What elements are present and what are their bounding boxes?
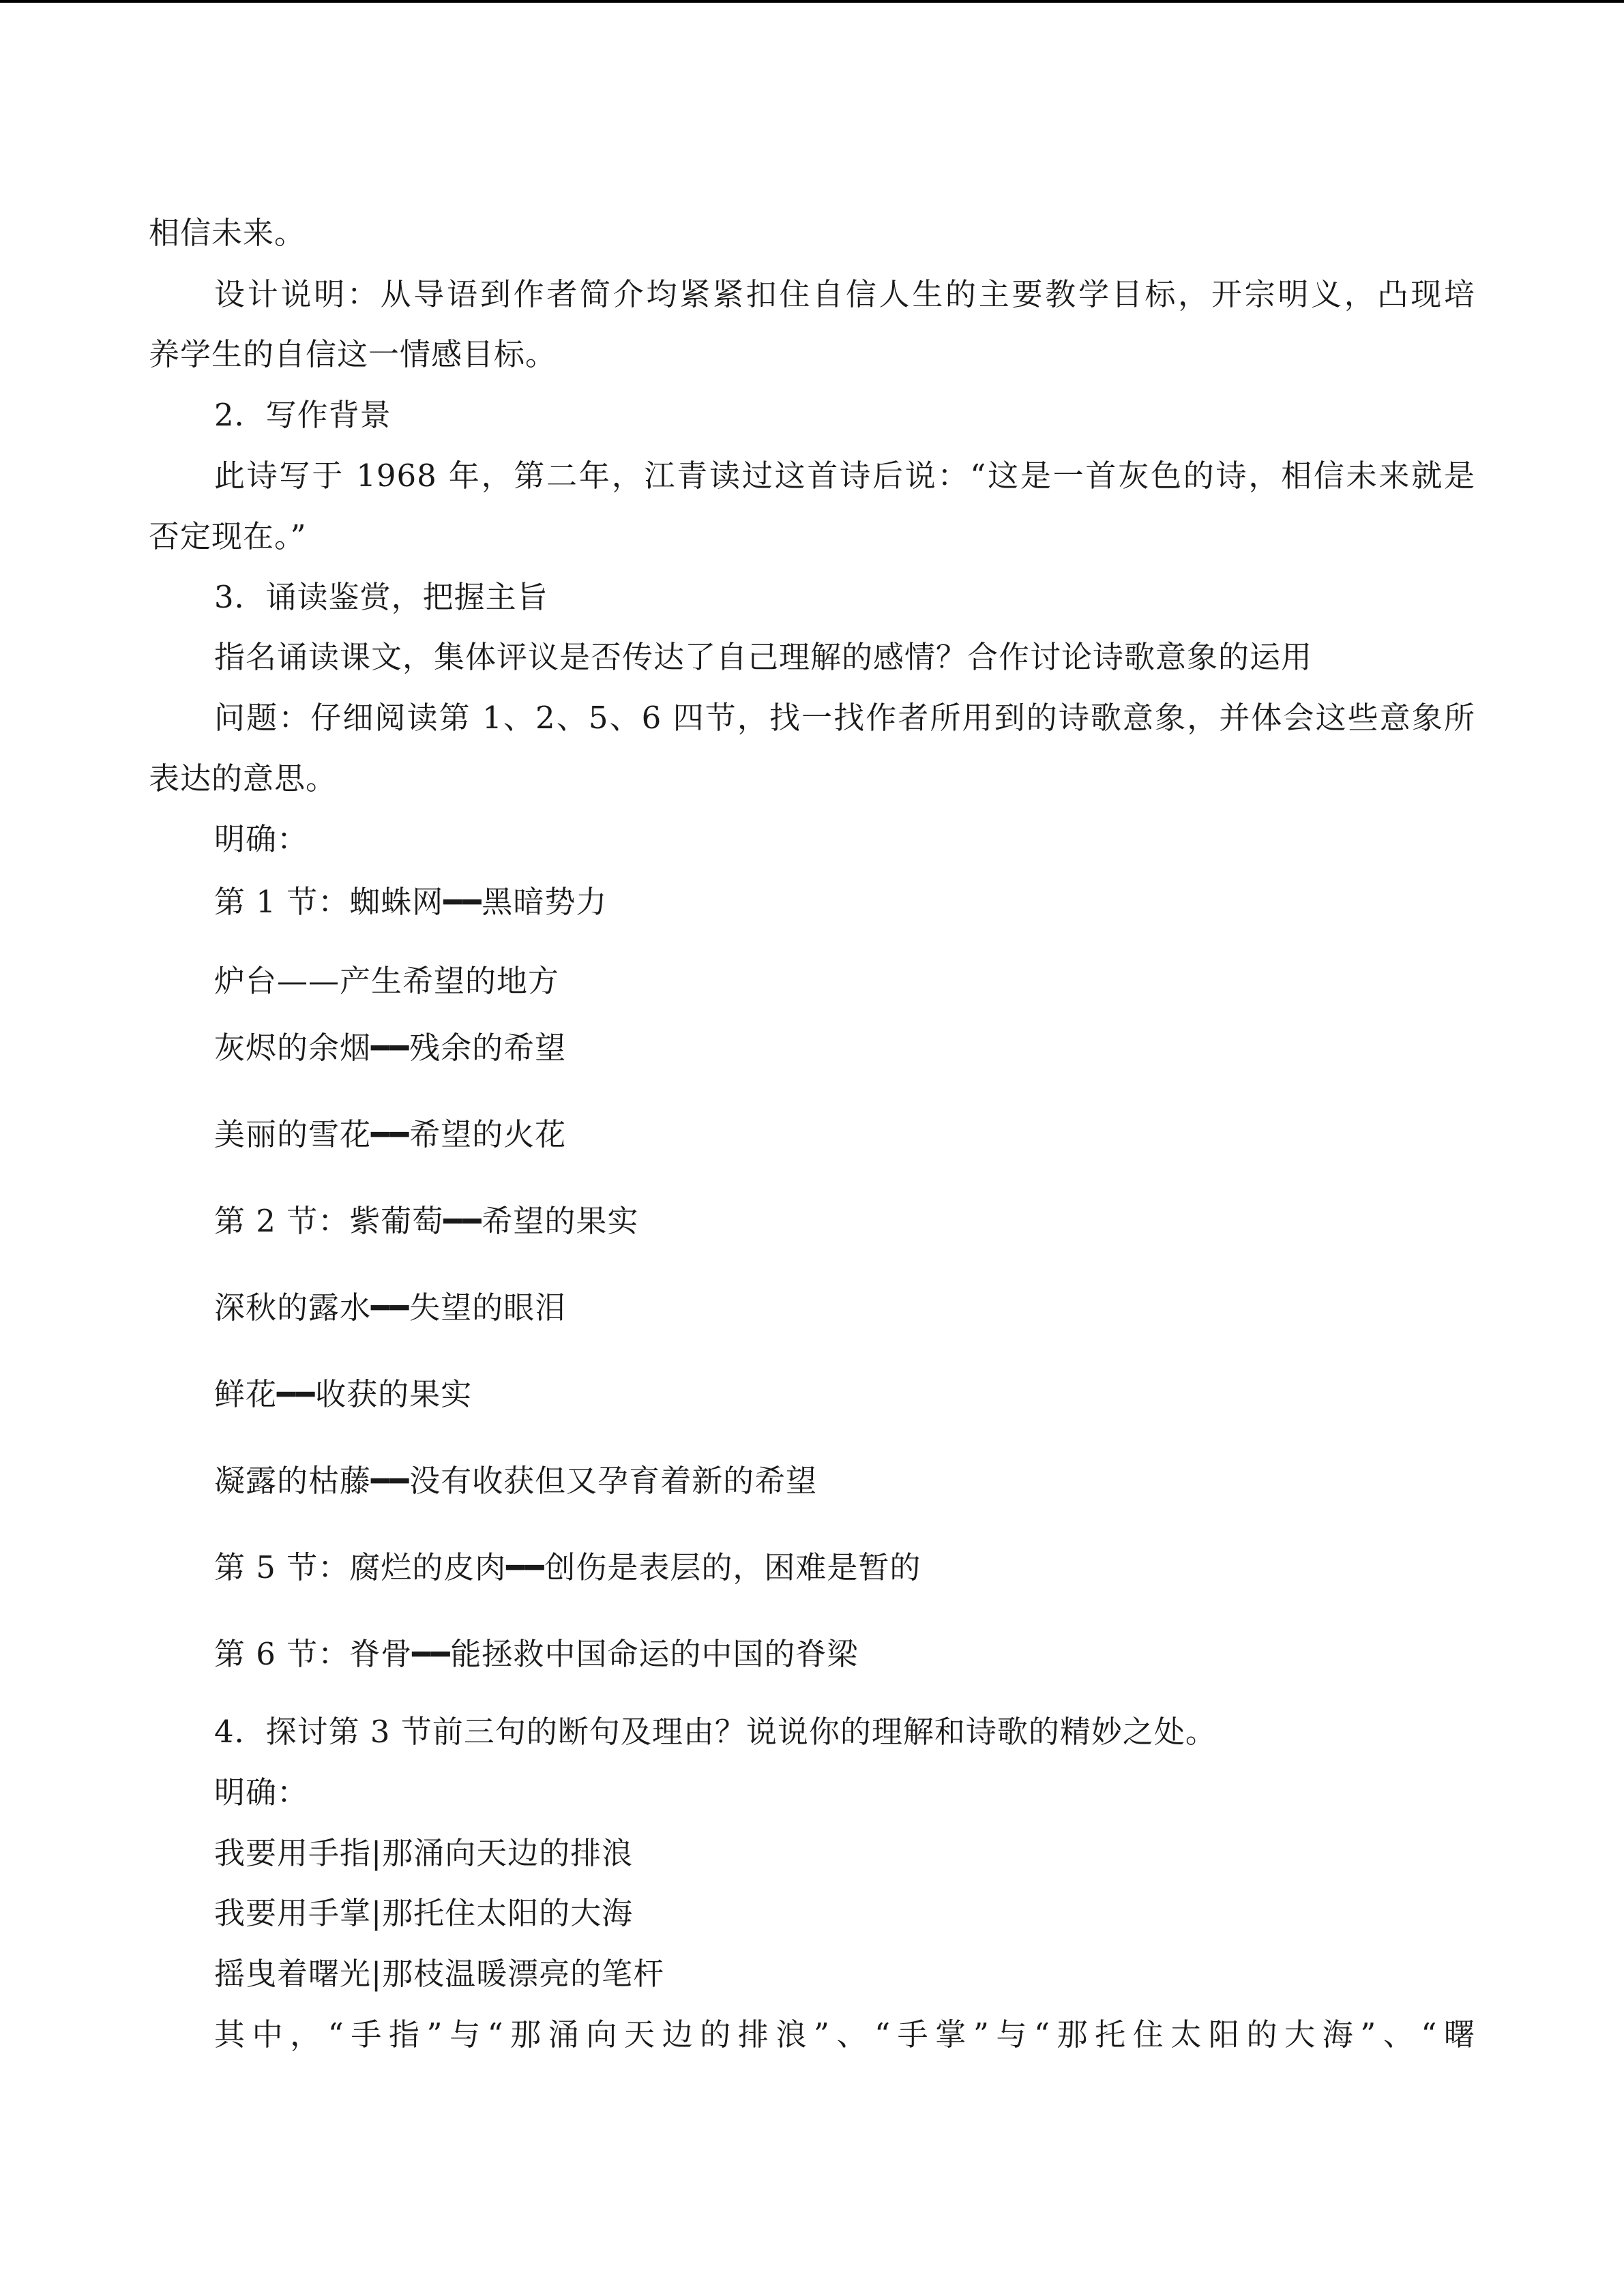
imagery-item: 深秋的露水━━失望的眼泪 bbox=[214, 1289, 567, 1326]
imagery-item: 美丽的雪花━━希望的火花 bbox=[214, 1116, 567, 1152]
section-heading: 2．写作背景 bbox=[214, 397, 392, 433]
imagery-item: 第 5 节：腐烂的皮肉━━创伤是表层的，困难是暂的 bbox=[214, 1549, 921, 1585]
text-line: 其中，“手指”与“那涌向天边的排浪”、“手掌”与“那托住太阳的大海”、“曙 bbox=[214, 2016, 1475, 2053]
text-line: 明确： bbox=[214, 1774, 309, 1810]
imagery-item: 鲜花━━收获的果实 bbox=[214, 1376, 473, 1412]
imagery-item: 第 2 节：紫葡萄━━希望的果实 bbox=[214, 1203, 639, 1239]
section-heading: 3．诵读鉴赏，把握主旨 bbox=[214, 579, 548, 615]
text-line: 表达的意思。 bbox=[149, 760, 338, 796]
text-line: 此诗写于 1968 年，第二年，江青读过这首诗后说：“这是一首灰色的诗，相信未来就是 bbox=[214, 458, 1475, 494]
imagery-item: 炉台——产生希望的地方 bbox=[214, 963, 560, 999]
text-line: 相信未来。 bbox=[149, 215, 306, 251]
text-line: 明确： bbox=[214, 821, 309, 857]
text-line: 否定现在。” bbox=[149, 518, 307, 554]
text-line: 指名诵读课文，集体评议是否传达了自己理解的感情？合作讨论诗歌意象的运用 bbox=[214, 639, 1313, 675]
section-heading: 4．探讨第 3 节前三句的断句及理由？说说你的理解和诗歌的精妙之处。 bbox=[214, 1714, 1217, 1750]
text-line: 设计说明：从导语到作者简介均紧紧扣住自信人生的主要教学目标，开宗明义，凸现培 bbox=[214, 276, 1475, 312]
imagery-item: 第 6 节：脊骨━━能拯救中国命运的中国的脊梁 bbox=[214, 1636, 859, 1672]
poem-line: 摇曳着曙光|那枝温暖漂亮的笔杆 bbox=[214, 1956, 665, 1992]
imagery-item: 第 1 节：蜘蛛网━━黑暗势力 bbox=[214, 884, 608, 920]
text-line: 养学生的自信这一情感目标。 bbox=[149, 336, 557, 372]
poem-line: 我要用手指|那涌向天边的排浪 bbox=[214, 1835, 634, 1871]
imagery-item: 凝露的枯藤━━没有收获但又孕育着新的希望 bbox=[214, 1463, 818, 1499]
poem-line: 我要用手掌|那托住太阳的大海 bbox=[214, 1895, 634, 1931]
imagery-item: 灰烬的余烟━━残余的希望 bbox=[214, 1030, 567, 1066]
text-line: 问题：仔细阅读第 1、2、5、6 四节，找一找作者所用到的诗歌意象，并体会这些意象所 bbox=[214, 700, 1475, 736]
